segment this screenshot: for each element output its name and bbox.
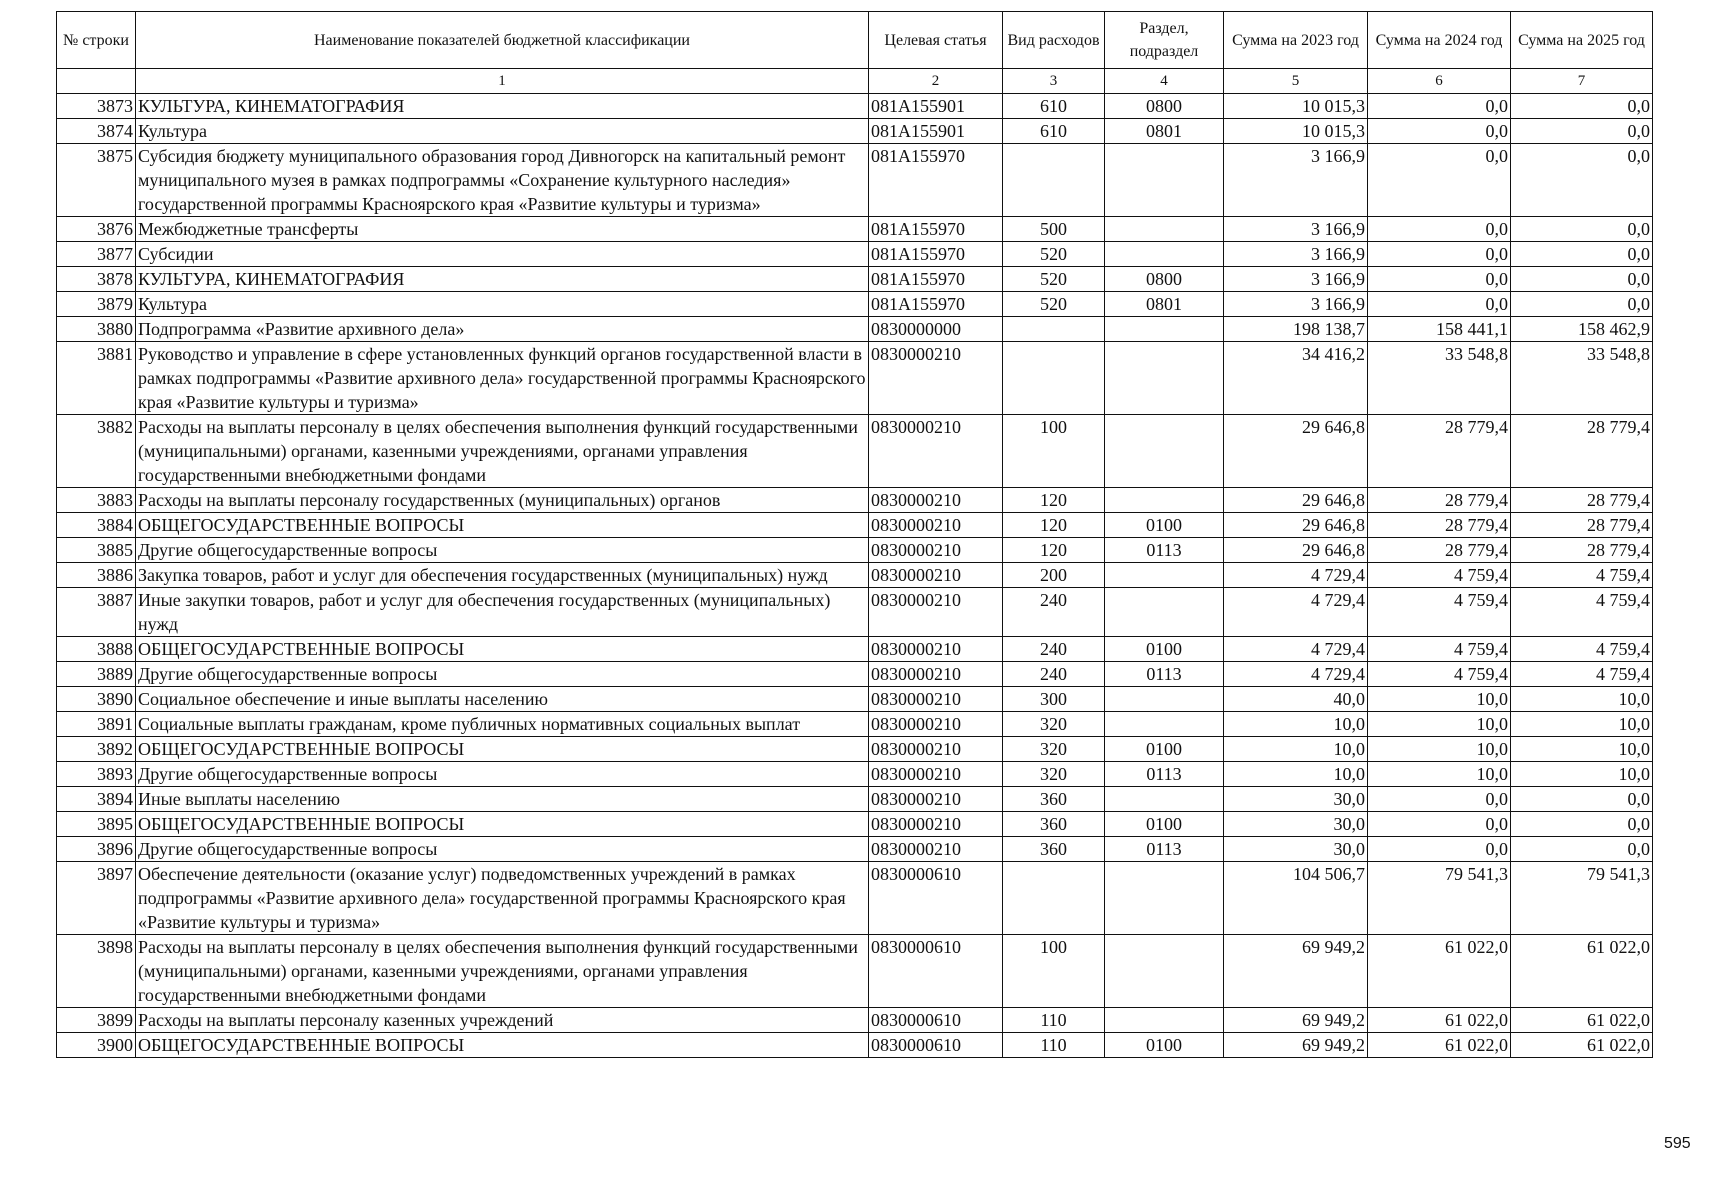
row-number-cell: 3887	[57, 588, 136, 637]
target-article-cell: 0830000210	[869, 637, 1003, 662]
table-row	[57, 267, 1653, 292]
sum-2024-cell: 4 759,4	[1368, 662, 1511, 687]
sum-2024-cell: 10,0	[1368, 712, 1511, 737]
sum-2023-cell: 29 646,8	[1224, 488, 1368, 513]
column-number: 1	[136, 69, 869, 94]
target-article-cell: 0830000210	[869, 787, 1003, 812]
sum-2023-cell: 10,0	[1224, 737, 1368, 762]
expense-type-cell: 300	[1003, 687, 1105, 712]
section-cell	[1105, 687, 1224, 712]
sum-2023-cell: 10 015,3	[1224, 119, 1368, 144]
target-article-cell: 0830000210	[869, 687, 1003, 712]
section-cell	[1105, 563, 1224, 588]
section-cell: 0801	[1105, 119, 1224, 144]
section-cell	[1105, 144, 1224, 217]
row-number-cell: 3877	[57, 242, 136, 267]
sum-2025-cell: 28 779,4	[1511, 538, 1653, 563]
sum-2024-cell: 33 548,8	[1368, 342, 1511, 415]
sum-2024-cell: 10,0	[1368, 687, 1511, 712]
table-row	[57, 292, 1653, 317]
row-number-cell: 3882	[57, 415, 136, 488]
header-section-subsection: Раздел, подраздел	[1105, 12, 1224, 69]
section-cell	[1105, 935, 1224, 1008]
sum-2025-cell: 4 759,4	[1511, 662, 1653, 687]
sum-2023-cell: 3 166,9	[1224, 144, 1368, 217]
sum-2023-cell: 69 949,2	[1224, 1008, 1368, 1033]
expense-type-cell: 360	[1003, 837, 1105, 862]
expense-type-cell: 320	[1003, 737, 1105, 762]
target-article-cell: 081A155970	[869, 217, 1003, 242]
indicator-name-cell: Расходы на выплаты персоналу в целях обеспечения выполнения функций государственными (муниципальными) органами, казенными учреждениями, органами управления государственными внебюджетными фондами	[136, 935, 869, 1008]
sum-2024-cell: 28 779,4	[1368, 488, 1511, 513]
sum-2025-cell: 0,0	[1511, 144, 1653, 217]
indicator-name-cell: Расходы на выплаты персоналу в целях обеспечения выполнения функций государственными (муниципальными) органами, казенными учреждениями, органами управления государственными внебюджетными фондами	[136, 415, 869, 488]
sum-2024-cell: 61 022,0	[1368, 935, 1511, 1008]
target-article-cell: 0830000210	[869, 538, 1003, 563]
indicator-name-cell: КУЛЬТУРА, КИНЕМАТОГРАФИЯ	[136, 267, 869, 292]
table-row	[57, 415, 1653, 488]
sum-2023-cell: 4 729,4	[1224, 662, 1368, 687]
table-row	[57, 935, 1653, 1008]
sum-2025-cell: 10,0	[1511, 762, 1653, 787]
indicator-name-cell: ОБЩЕГОСУДАРСТВЕННЫЕ ВОПРОСЫ	[136, 812, 869, 837]
indicator-name-cell: Другие общегосударственные вопросы	[136, 762, 869, 787]
indicator-name-cell: Расходы на выплаты персоналу казенных учреждений	[136, 1008, 869, 1033]
row-number-cell: 3895	[57, 812, 136, 837]
target-article-cell: 0830000210	[869, 812, 1003, 837]
expense-type-cell: 240	[1003, 662, 1105, 687]
indicator-name-cell: ОБЩЕГОСУДАРСТВЕННЫЕ ВОПРОСЫ	[136, 513, 869, 538]
row-number-cell: 3892	[57, 737, 136, 762]
table-row	[57, 712, 1653, 737]
table-row	[57, 588, 1653, 637]
expense-type-cell: 240	[1003, 588, 1105, 637]
section-cell: 0100	[1105, 812, 1224, 837]
document-page	[56, 11, 1652, 1058]
expense-type-cell: 320	[1003, 762, 1105, 787]
sum-2025-cell: 0,0	[1511, 267, 1653, 292]
expense-type-cell: 520	[1003, 267, 1105, 292]
indicator-name-cell: Другие общегосударственные вопросы	[136, 837, 869, 862]
expense-type-cell: 110	[1003, 1008, 1105, 1033]
header-row-number: № строки	[57, 12, 136, 69]
sum-2023-cell: 10,0	[1224, 712, 1368, 737]
expense-type-cell: 320	[1003, 712, 1105, 737]
table-row	[57, 488, 1653, 513]
row-number-cell: 3900	[57, 1033, 136, 1058]
indicator-name-cell: Иные выплаты населению	[136, 787, 869, 812]
expense-type-cell: 120	[1003, 538, 1105, 563]
sum-2025-cell: 4 759,4	[1511, 637, 1653, 662]
sum-2025-cell: 10,0	[1511, 687, 1653, 712]
sum-2024-cell: 0,0	[1368, 267, 1511, 292]
sum-2023-cell: 3 166,9	[1224, 267, 1368, 292]
row-number-cell: 3890	[57, 687, 136, 712]
sum-2024-cell: 61 022,0	[1368, 1008, 1511, 1033]
sum-2025-cell: 0,0	[1511, 217, 1653, 242]
row-number-cell: 3880	[57, 317, 136, 342]
target-article-cell: 0830000000	[869, 317, 1003, 342]
target-article-cell: 0830000210	[869, 737, 1003, 762]
indicator-name-cell: ОБЩЕГОСУДАРСТВЕННЫЕ ВОПРОСЫ	[136, 737, 869, 762]
section-cell	[1105, 317, 1224, 342]
header-target-article: Целевая статья	[869, 12, 1003, 69]
sum-2024-cell: 4 759,4	[1368, 563, 1511, 588]
expense-type-cell: 120	[1003, 513, 1105, 538]
column-number: 2	[869, 69, 1003, 94]
sum-2025-cell: 158 462,9	[1511, 317, 1653, 342]
table-row	[57, 317, 1653, 342]
section-cell	[1105, 712, 1224, 737]
sum-2024-cell: 0,0	[1368, 217, 1511, 242]
section-cell: 0801	[1105, 292, 1224, 317]
section-cell: 0800	[1105, 267, 1224, 292]
target-article-cell: 0830000210	[869, 563, 1003, 588]
expense-type-cell: 360	[1003, 812, 1105, 837]
target-article-cell: 0830000210	[869, 712, 1003, 737]
sum-2023-cell: 30,0	[1224, 837, 1368, 862]
row-number-cell: 3878	[57, 267, 136, 292]
sum-2024-cell: 0,0	[1368, 292, 1511, 317]
sum-2025-cell: 28 779,4	[1511, 488, 1653, 513]
row-number-cell: 3885	[57, 538, 136, 563]
target-article-cell: 0830000210	[869, 342, 1003, 415]
indicator-name-cell: Субсидия бюджету муниципального образования город Дивногорск на капитальный ремонт муниципального музея в рамках подпрограммы «Сохранение культурного наследия» государственной программы Красноярского края «Развитие культуры и туризма»	[136, 144, 869, 217]
column-number: 6	[1368, 69, 1511, 94]
expense-type-cell	[1003, 342, 1105, 415]
table-row	[57, 342, 1653, 415]
expense-type-cell	[1003, 862, 1105, 935]
section-cell: 0113	[1105, 837, 1224, 862]
sum-2025-cell: 28 779,4	[1511, 513, 1653, 538]
indicator-name-cell: Другие общегосударственные вопросы	[136, 662, 869, 687]
expense-type-cell: 360	[1003, 787, 1105, 812]
indicator-name-cell: Подпрограмма «Развитие архивного дела»	[136, 317, 869, 342]
target-article-cell: 081A155970	[869, 292, 1003, 317]
indicator-name-cell: Субсидии	[136, 242, 869, 267]
table-row	[57, 242, 1653, 267]
row-number-cell: 3875	[57, 144, 136, 217]
sum-2024-cell: 4 759,4	[1368, 588, 1511, 637]
sum-2025-cell: 79 541,3	[1511, 862, 1653, 935]
header-indicator-name: Наименование показателей бюджетной классификации	[136, 12, 869, 69]
table-row	[57, 1008, 1653, 1033]
indicator-name-cell: Руководство и управление в сфере установленных функций органов государственной власти в рамках подпрограммы «Развитие архивного дела» государственной программы Красноярского края «Развитие культуры и туризма»	[136, 342, 869, 415]
target-article-cell: 0830000610	[869, 935, 1003, 1008]
sum-2025-cell: 10,0	[1511, 737, 1653, 762]
expense-type-cell: 240	[1003, 637, 1105, 662]
table-row	[57, 217, 1653, 242]
indicator-name-cell: ОБЩЕГОСУДАРСТВЕННЫЕ ВОПРОСЫ	[136, 637, 869, 662]
row-number-cell: 3876	[57, 217, 136, 242]
row-number-cell: 3891	[57, 712, 136, 737]
table-row	[57, 538, 1653, 563]
sum-2025-cell: 0,0	[1511, 812, 1653, 837]
sum-2023-cell: 10,0	[1224, 762, 1368, 787]
target-article-cell: 0830000210	[869, 488, 1003, 513]
table-row	[57, 862, 1653, 935]
sum-2023-cell: 29 646,8	[1224, 415, 1368, 488]
sum-2023-cell: 69 949,2	[1224, 935, 1368, 1008]
table-row	[57, 119, 1653, 144]
row-number-cell: 3873	[57, 94, 136, 119]
table-row	[57, 144, 1653, 217]
sum-2025-cell: 61 022,0	[1511, 1033, 1653, 1058]
sum-2023-cell: 29 646,8	[1224, 538, 1368, 563]
expense-type-cell: 100	[1003, 415, 1105, 488]
sum-2025-cell: 28 779,4	[1511, 415, 1653, 488]
expense-type-cell: 610	[1003, 119, 1105, 144]
section-cell	[1105, 217, 1224, 242]
sum-2025-cell: 33 548,8	[1511, 342, 1653, 415]
target-article-cell: 0830000210	[869, 588, 1003, 637]
header-expense-type: Вид расходов	[1003, 12, 1105, 69]
indicator-name-cell: Культура	[136, 292, 869, 317]
indicator-name-cell: Расходы на выплаты персоналу государственных (муниципальных) органов	[136, 488, 869, 513]
page-number: 595	[1664, 1135, 1691, 1152]
sum-2025-cell: 0,0	[1511, 292, 1653, 317]
sum-2025-cell: 0,0	[1511, 119, 1653, 144]
sum-2023-cell: 3 166,9	[1224, 242, 1368, 267]
row-number-cell: 3886	[57, 563, 136, 588]
indicator-name-cell: ОБЩЕГОСУДАРСТВЕННЫЕ ВОПРОСЫ	[136, 1033, 869, 1058]
sum-2025-cell: 0,0	[1511, 242, 1653, 267]
section-cell	[1105, 787, 1224, 812]
sum-2023-cell: 198 138,7	[1224, 317, 1368, 342]
sum-2023-cell: 4 729,4	[1224, 637, 1368, 662]
sum-2023-cell: 29 646,8	[1224, 513, 1368, 538]
budget-table	[56, 11, 1653, 1058]
sum-2023-cell: 34 416,2	[1224, 342, 1368, 415]
sum-2023-cell: 69 949,2	[1224, 1033, 1368, 1058]
sum-2025-cell: 61 022,0	[1511, 935, 1653, 1008]
target-article-cell: 081A155901	[869, 119, 1003, 144]
section-cell	[1105, 1008, 1224, 1033]
section-cell: 0100	[1105, 1033, 1224, 1058]
target-article-cell: 0830000610	[869, 862, 1003, 935]
row-number-cell: 3884	[57, 513, 136, 538]
sum-2024-cell: 0,0	[1368, 787, 1511, 812]
indicator-name-cell: Иные закупки товаров, работ и услуг для обеспечения государственных (муниципальных) нужд	[136, 588, 869, 637]
table-row	[57, 637, 1653, 662]
expense-type-cell: 500	[1003, 217, 1105, 242]
section-cell	[1105, 862, 1224, 935]
row-number-cell: 3888	[57, 637, 136, 662]
section-cell: 0800	[1105, 94, 1224, 119]
sum-2025-cell: 0,0	[1511, 787, 1653, 812]
indicator-name-cell: Социальные выплаты гражданам, кроме публичных нормативных социальных выплат	[136, 712, 869, 737]
indicator-name-cell: Межбюджетные трансферты	[136, 217, 869, 242]
table-row	[57, 762, 1653, 787]
target-article-cell: 081A155970	[869, 144, 1003, 217]
header-sum-2023: Сумма на 2023 год	[1224, 12, 1368, 69]
sum-2024-cell: 0,0	[1368, 837, 1511, 862]
section-cell	[1105, 488, 1224, 513]
row-number-cell: 3879	[57, 292, 136, 317]
sum-2024-cell: 0,0	[1368, 94, 1511, 119]
table-row	[57, 737, 1653, 762]
sum-2025-cell: 0,0	[1511, 837, 1653, 862]
indicator-name-cell: Социальное обеспечение и иные выплаты населению	[136, 687, 869, 712]
target-article-cell: 0830000610	[869, 1008, 1003, 1033]
target-article-cell: 0830000210	[869, 662, 1003, 687]
section-cell: 0100	[1105, 737, 1224, 762]
sum-2024-cell: 0,0	[1368, 242, 1511, 267]
expense-type-cell: 110	[1003, 1033, 1105, 1058]
sum-2023-cell: 30,0	[1224, 812, 1368, 837]
row-number-cell: 3889	[57, 662, 136, 687]
section-cell	[1105, 415, 1224, 488]
section-cell: 0113	[1105, 662, 1224, 687]
sum-2025-cell: 4 759,4	[1511, 588, 1653, 637]
sum-2023-cell: 4 729,4	[1224, 588, 1368, 637]
target-article-cell: 081A155970	[869, 267, 1003, 292]
column-number	[57, 69, 136, 94]
table-row	[57, 563, 1653, 588]
column-number: 4	[1105, 69, 1224, 94]
sum-2023-cell: 40,0	[1224, 687, 1368, 712]
row-number-cell: 3898	[57, 935, 136, 1008]
expense-type-cell	[1003, 144, 1105, 217]
indicator-name-cell: Культура	[136, 119, 869, 144]
section-cell: 0100	[1105, 637, 1224, 662]
sum-2024-cell: 0,0	[1368, 812, 1511, 837]
expense-type-cell: 200	[1003, 563, 1105, 588]
sum-2023-cell: 4 729,4	[1224, 563, 1368, 588]
section-cell	[1105, 342, 1224, 415]
indicator-name-cell: Другие общегосударственные вопросы	[136, 538, 869, 563]
table-body	[57, 94, 1653, 1058]
sum-2024-cell: 10,0	[1368, 762, 1511, 787]
table-row	[57, 837, 1653, 862]
table-row	[57, 662, 1653, 687]
table-row	[57, 787, 1653, 812]
sum-2023-cell: 10 015,3	[1224, 94, 1368, 119]
row-number-cell: 3899	[57, 1008, 136, 1033]
expense-type-cell	[1003, 317, 1105, 342]
table-header-row	[57, 12, 1653, 69]
table-row	[57, 94, 1653, 119]
target-article-cell: 0830000210	[869, 837, 1003, 862]
expense-type-cell: 610	[1003, 94, 1105, 119]
sum-2025-cell: 0,0	[1511, 94, 1653, 119]
sum-2023-cell: 104 506,7	[1224, 862, 1368, 935]
column-number: 3	[1003, 69, 1105, 94]
column-number-row	[57, 69, 1653, 94]
section-cell	[1105, 242, 1224, 267]
header-sum-2024: Сумма на 2024 год	[1368, 12, 1511, 69]
target-article-cell: 0830000210	[869, 762, 1003, 787]
table-row	[57, 1033, 1653, 1058]
indicator-name-cell: Обеспечение деятельности (оказание услуг) подведомственных учреждений в рамках подпрограммы «Развитие архивного дела» государственной программы Красноярского края «Развитие культуры и туризма»	[136, 862, 869, 935]
target-article-cell: 081A155901	[869, 94, 1003, 119]
sum-2024-cell: 79 541,3	[1368, 862, 1511, 935]
column-number: 7	[1511, 69, 1653, 94]
expense-type-cell: 100	[1003, 935, 1105, 1008]
sum-2025-cell: 4 759,4	[1511, 563, 1653, 588]
sum-2024-cell: 61 022,0	[1368, 1033, 1511, 1058]
sum-2024-cell: 158 441,1	[1368, 317, 1511, 342]
section-cell	[1105, 588, 1224, 637]
expense-type-cell: 520	[1003, 242, 1105, 267]
sum-2024-cell: 10,0	[1368, 737, 1511, 762]
row-number-cell: 3883	[57, 488, 136, 513]
sum-2025-cell: 10,0	[1511, 712, 1653, 737]
section-cell: 0113	[1105, 538, 1224, 563]
target-article-cell: 0830000210	[869, 415, 1003, 488]
sum-2023-cell: 3 166,9	[1224, 292, 1368, 317]
target-article-cell: 0830000210	[869, 513, 1003, 538]
sum-2024-cell: 0,0	[1368, 144, 1511, 217]
sum-2024-cell: 28 779,4	[1368, 538, 1511, 563]
table-row	[57, 513, 1653, 538]
table-row	[57, 687, 1653, 712]
header-sum-2025: Сумма на 2025 год	[1511, 12, 1653, 69]
row-number-cell: 3894	[57, 787, 136, 812]
indicator-name-cell: КУЛЬТУРА, КИНЕМАТОГРАФИЯ	[136, 94, 869, 119]
sum-2025-cell: 61 022,0	[1511, 1008, 1653, 1033]
table-row	[57, 812, 1653, 837]
sum-2024-cell: 28 779,4	[1368, 415, 1511, 488]
expense-type-cell: 120	[1003, 488, 1105, 513]
sum-2024-cell: 4 759,4	[1368, 637, 1511, 662]
section-cell: 0113	[1105, 762, 1224, 787]
column-number: 5	[1224, 69, 1368, 94]
row-number-cell: 3896	[57, 837, 136, 862]
sum-2024-cell: 28 779,4	[1368, 513, 1511, 538]
row-number-cell: 3893	[57, 762, 136, 787]
target-article-cell: 0830000610	[869, 1033, 1003, 1058]
sum-2023-cell: 30,0	[1224, 787, 1368, 812]
row-number-cell: 3881	[57, 342, 136, 415]
expense-type-cell: 520	[1003, 292, 1105, 317]
row-number-cell: 3874	[57, 119, 136, 144]
sum-2024-cell: 0,0	[1368, 119, 1511, 144]
row-number-cell: 3897	[57, 862, 136, 935]
target-article-cell: 081A155970	[869, 242, 1003, 267]
indicator-name-cell: Закупка товаров, работ и услуг для обеспечения государственных (муниципальных) нужд	[136, 563, 869, 588]
section-cell: 0100	[1105, 513, 1224, 538]
sum-2023-cell: 3 166,9	[1224, 217, 1368, 242]
